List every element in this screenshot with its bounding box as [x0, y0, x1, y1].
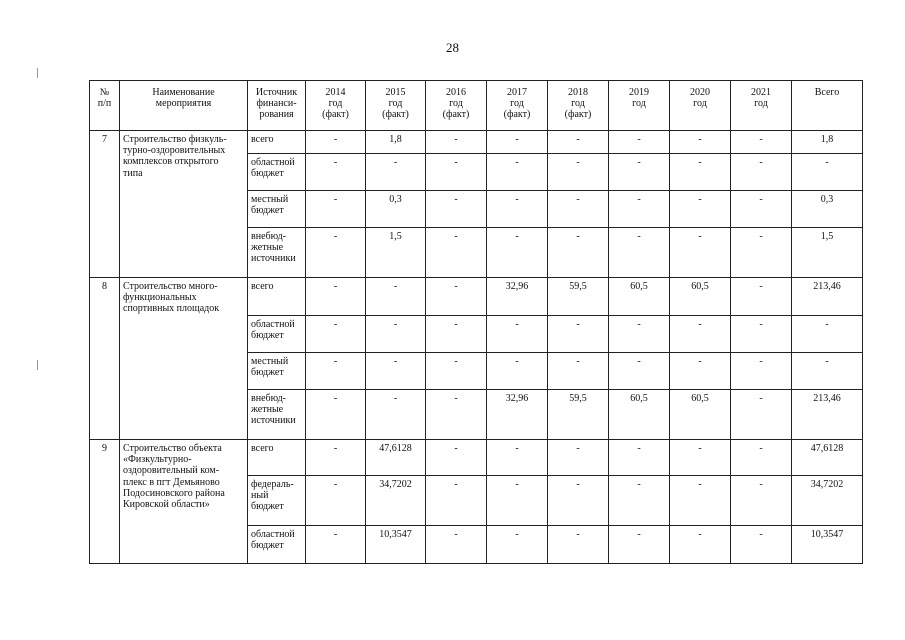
year-value: - [548, 131, 609, 154]
year-value: - [306, 154, 366, 191]
year-value: - [366, 278, 426, 316]
scan-artifact [37, 68, 38, 78]
item-name: Строительство объекта «Физкультурно- оздоровительный ком- плекс в пгт Демьяново Подосиновского района Кировской области» [120, 440, 248, 564]
table-row [90, 131, 863, 154]
year-value: 59,5 [548, 278, 609, 316]
year-value: - [670, 476, 731, 526]
year-value: - [426, 526, 487, 564]
header-cell: 2017 год (факт) [487, 81, 548, 131]
total-value: - [792, 154, 863, 191]
total-value: 47,6128 [792, 440, 863, 476]
year-value: - [487, 131, 548, 154]
year-value: - [366, 316, 426, 353]
header-cell: Источник финанси- рования [248, 81, 306, 131]
funding-source: федераль- ный бюджет [248, 476, 306, 526]
year-value: - [548, 476, 609, 526]
header-cell: 2021 год [731, 81, 792, 131]
year-value: - [548, 526, 609, 564]
year-value: - [306, 316, 366, 353]
year-value: - [487, 228, 548, 278]
year-value: - [306, 440, 366, 476]
scan-artifact [37, 360, 38, 370]
year-value: - [731, 440, 792, 476]
year-value: 60,5 [670, 278, 731, 316]
year-value: - [670, 526, 731, 564]
year-value: - [731, 476, 792, 526]
header-cell: № п/п [90, 81, 120, 131]
year-value: - [548, 154, 609, 191]
year-value: - [487, 526, 548, 564]
year-value: - [426, 440, 487, 476]
year-value: - [306, 191, 366, 228]
year-value: - [306, 476, 366, 526]
year-value: 32,96 [487, 278, 548, 316]
year-value: - [426, 228, 487, 278]
year-value: - [366, 154, 426, 191]
year-value: - [731, 131, 792, 154]
year-value: - [609, 476, 670, 526]
year-value: 32,96 [487, 390, 548, 440]
year-value: - [366, 353, 426, 390]
year-value: - [306, 278, 366, 316]
year-value: - [548, 228, 609, 278]
header-cell: Всего [792, 81, 863, 131]
year-value: - [731, 228, 792, 278]
funding-source: местный бюджет [248, 191, 306, 228]
year-value: - [731, 353, 792, 390]
year-value: - [670, 440, 731, 476]
year-value: 59,5 [548, 390, 609, 440]
year-value: - [609, 526, 670, 564]
year-value: 0,3 [366, 191, 426, 228]
year-value: 1,8 [366, 131, 426, 154]
year-value: - [609, 440, 670, 476]
year-value: 60,5 [670, 390, 731, 440]
year-value: - [670, 228, 731, 278]
total-value: 213,46 [792, 390, 863, 440]
header-cell: 2015 год (факт) [366, 81, 426, 131]
year-value: - [670, 191, 731, 228]
funding-source: внебюд- жетные источники [248, 390, 306, 440]
item-number: 7 [90, 131, 120, 278]
total-value: 0,3 [792, 191, 863, 228]
year-value: - [670, 131, 731, 154]
header-cell: 2019 год [609, 81, 670, 131]
funding-source: всего [248, 278, 306, 316]
year-value: - [609, 228, 670, 278]
year-value: 60,5 [609, 278, 670, 316]
year-value: - [609, 154, 670, 191]
year-value: 34,7202 [366, 476, 426, 526]
year-value: - [731, 526, 792, 564]
year-value: 1,5 [366, 228, 426, 278]
year-value: - [487, 154, 548, 191]
year-value: - [731, 316, 792, 353]
year-value: - [426, 390, 487, 440]
year-value: - [487, 353, 548, 390]
header-cell: 2016 год (факт) [426, 81, 487, 131]
year-value: - [426, 278, 487, 316]
year-value: - [306, 131, 366, 154]
item-name: Строительство много- функциональных спортивных площадок [120, 278, 248, 440]
year-value: - [306, 390, 366, 440]
year-value: - [426, 154, 487, 191]
item-number: 9 [90, 440, 120, 564]
year-value: - [306, 228, 366, 278]
year-value: - [426, 476, 487, 526]
header-cell: 2020 год [670, 81, 731, 131]
funding-source: всего [248, 131, 306, 154]
year-value: - [670, 316, 731, 353]
year-value: 10,3547 [366, 526, 426, 564]
year-value: - [366, 390, 426, 440]
year-value: - [548, 316, 609, 353]
table-row [90, 440, 863, 476]
year-value: - [731, 278, 792, 316]
total-value: 34,7202 [792, 476, 863, 526]
year-value: - [426, 353, 487, 390]
item-name: Строительство физкуль- турно-оздоровительных комплексов открытого типа [120, 131, 248, 278]
year-value: - [487, 476, 548, 526]
year-value: - [487, 440, 548, 476]
year-value: - [548, 440, 609, 476]
total-value: 213,46 [792, 278, 863, 316]
funding-source: местный бюджет [248, 353, 306, 390]
year-value: - [426, 131, 487, 154]
funding-source: областной бюджет [248, 316, 306, 353]
item-number: 8 [90, 278, 120, 440]
year-value: - [670, 154, 731, 191]
funding-source: областной бюджет [248, 526, 306, 564]
year-value: - [548, 353, 609, 390]
header-cell: Наименование мероприятия [120, 81, 248, 131]
year-value: - [548, 191, 609, 228]
funding-table [89, 80, 863, 564]
year-value: - [731, 154, 792, 191]
header-cell: 2018 год (факт) [548, 81, 609, 131]
total-value: 10,3547 [792, 526, 863, 564]
year-value: 47,6128 [366, 440, 426, 476]
funding-source: областной бюджет [248, 154, 306, 191]
year-value: - [487, 316, 548, 353]
year-value: - [609, 353, 670, 390]
table-row [90, 278, 863, 316]
total-value: 1,8 [792, 131, 863, 154]
funding-source: всего [248, 440, 306, 476]
year-value: - [670, 353, 731, 390]
total-value: 1,5 [792, 228, 863, 278]
page-number: 28 [446, 40, 459, 55]
year-value: - [306, 526, 366, 564]
year-value: - [609, 131, 670, 154]
year-value: 60,5 [609, 390, 670, 440]
total-value: - [792, 316, 863, 353]
year-value: - [609, 191, 670, 228]
funding-source: внебюд- жетные источники [248, 228, 306, 278]
year-value: - [487, 191, 548, 228]
header-cell: 2014 год (факт) [306, 81, 366, 131]
year-value: - [306, 353, 366, 390]
total-value: - [792, 353, 863, 390]
year-value: - [731, 390, 792, 440]
year-value: - [426, 316, 487, 353]
year-value: - [426, 191, 487, 228]
year-value: - [609, 316, 670, 353]
table-header-row [90, 81, 863, 131]
year-value: - [731, 191, 792, 228]
